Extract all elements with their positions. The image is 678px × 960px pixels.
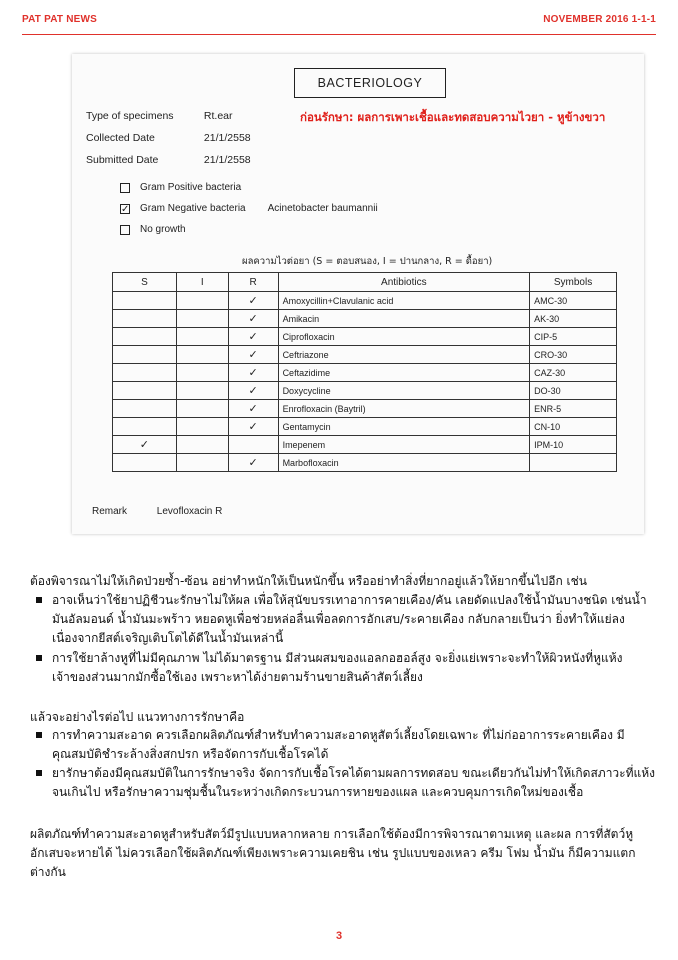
cell-symbol: DO-30 — [530, 382, 617, 400]
cell-antibiotic: Amikacin — [278, 310, 530, 328]
table-row — [113, 382, 617, 400]
cell-s — [113, 328, 177, 346]
specimen-type-field — [86, 110, 233, 122]
cell-symbol: CAZ-30 — [530, 364, 617, 382]
table-row — [113, 346, 617, 364]
cell-i — [176, 436, 228, 454]
gram-negative-checkbox — [120, 203, 378, 214]
cell-r: ✓ — [228, 382, 278, 400]
cell-antibiotic: Marbofloxacin — [278, 454, 530, 472]
cell-symbol: CIP-5 — [530, 328, 617, 346]
cell-antibiotic: Ceftazidime — [278, 364, 530, 382]
cell-antibiotic: Doxycycline — [278, 382, 530, 400]
cell-symbol: AK-30 — [530, 310, 617, 328]
cell-r: ✓ — [228, 418, 278, 436]
cell-i — [176, 418, 228, 436]
cell-r: ✓ — [228, 400, 278, 418]
cell-i — [176, 400, 228, 418]
cell-s — [113, 418, 177, 436]
table-row — [113, 436, 617, 454]
cell-antibiotic: Enrofloxacin (Baytril) — [278, 400, 530, 418]
organism-name: Acinetobacter baumannii — [267, 203, 378, 214]
page-header — [22, 14, 656, 28]
field-label: Collected Date — [86, 132, 155, 144]
field-label: Submitted Date — [86, 154, 159, 166]
section-heading: แล้วจะอย่างไรต่อไป แนวทางการรักษาคือ — [30, 710, 245, 724]
cell-i — [176, 328, 228, 346]
collected-date-field — [86, 132, 251, 144]
list-item — [52, 649, 657, 687]
cell-s — [113, 382, 177, 400]
issue-date: NOVEMBER 2016 1-1-1 — [543, 14, 656, 25]
gram-positive-checkbox — [120, 182, 241, 193]
cell-antibiotic: Gentamycin — [278, 418, 530, 436]
list-item — [52, 591, 657, 648]
cell-antibiotic: Imepenem — [278, 436, 530, 454]
cell-antibiotic: Ceftriazone — [278, 346, 530, 364]
list-item-text: ยารักษาต้องมีคุณสมบัติในการรักษาจริง จัดการกับเชื้อโรคได้ตามผลการทดสอบ ขณะเดียวกันไม่ทำให้เกิดสภาวะที่แห้ง จนเกินไป หรือรักษาความชุ่มชื้นในระหว่างเกิดกระบวนการหายของแผล และควบคุมการเกิดใหม่ของเชื้อ — [52, 766, 656, 799]
remark-value: Levofloxacin R — [156, 506, 223, 517]
cell-symbol: ENR-5 — [530, 400, 617, 418]
checkbox-label: No growth — [140, 224, 186, 235]
field-value: Rt.ear — [203, 110, 233, 122]
list-item — [52, 726, 657, 764]
cell-s — [113, 364, 177, 382]
cell-r: ✓ — [228, 454, 278, 472]
table-header-row — [113, 273, 617, 292]
cell-s — [113, 346, 177, 364]
cell-s: ✓ — [113, 436, 177, 454]
checkbox-label: Gram Positive bacteria — [140, 182, 242, 193]
remark-label: Remark — [92, 506, 128, 517]
cell-s — [113, 310, 177, 328]
table-row — [113, 364, 617, 382]
bullet-icon — [36, 597, 42, 603]
bullet-icon — [36, 655, 42, 661]
list-item-text: การทำความสะอาด ควรเลือกผลิตภัณฑ์สำหรับทำความสะอาดหูสัตว์เลี้ยงโดยเฉพาะ ที่ไม่ก่ออาการระคายเคือง มีคุณสมบัติชำระล้างสิ่งสกปรก หรือจัดการกับเชื้อโรคได้ — [52, 728, 625, 761]
cell-r — [228, 436, 278, 454]
report-remark — [92, 506, 222, 517]
checkbox-icon — [120, 183, 130, 193]
cell-r: ✓ — [228, 310, 278, 328]
field-value: 21/1/2558 — [203, 132, 251, 144]
table-row — [113, 400, 617, 418]
table-row — [113, 454, 617, 472]
bullet-icon — [36, 770, 42, 776]
bacteriology-report-image — [72, 54, 644, 534]
intro-paragraph: ต้องพิจารณาไม่ให้เกิดป่วยซ้ำ-ซ้อน อย่าทำหนักให้เป็นหนักขึ้น หรืออย่าทำสิ่งที่ยากอยู่แล้วให้ยากขึ้นไปอีก เช่น — [30, 574, 587, 588]
cell-symbol: AMC-30 — [530, 292, 617, 310]
cell-i — [176, 382, 228, 400]
closing-paragraph: ผลิตภัณฑ์ทำความสะอาดหูสำหรับสัตว์มีรูปแบบหลากหลาย การเลือกใช้ต้องมีการพิจารณาตามเหตุ และผล การที่สัตว์หูอักเสบจะหายได้ ไม่ควรเลือกใช้ผลิตภัณฑ์เพียงเพราะความเคยชิน เช่น รูปแบบของเหลว ครีม โฟม น้ำมัน ก็มีความแตกต่างกัน — [30, 827, 636, 879]
publication-name: PAT PAT NEWS — [22, 14, 97, 25]
page-number: 3 — [335, 930, 343, 942]
header-divider — [22, 34, 656, 35]
cell-i — [176, 346, 228, 364]
col-header-s: S — [113, 273, 177, 292]
table-row — [113, 328, 617, 346]
checkbox-checked-icon: ✓ — [121, 203, 130, 215]
cell-r: ✓ — [228, 346, 278, 364]
cell-r: ✓ — [228, 292, 278, 310]
col-header-r: R — [228, 273, 278, 292]
cell-antibiotic: Amoxycillin+Clavulanic acid — [278, 292, 530, 310]
col-header-antibiotics: Antibiotics — [278, 273, 530, 292]
field-label: Type of specimens — [86, 110, 174, 122]
cell-r: ✓ — [228, 328, 278, 346]
cell-i — [176, 310, 228, 328]
sensitivity-caption: ผลความไวต่อยา (S = ตอบสนอง, I = ปานกลาง, R = ดื้อยา) — [242, 256, 493, 267]
cell-i — [176, 364, 228, 382]
table-row — [113, 418, 617, 436]
submitted-date-field — [86, 154, 251, 166]
table-row — [113, 310, 617, 328]
checkbox-icon — [120, 225, 130, 235]
cell-s — [113, 454, 177, 472]
col-header-i: I — [176, 273, 228, 292]
cell-i — [176, 454, 228, 472]
cell-i — [176, 292, 228, 310]
cell-r: ✓ — [228, 364, 278, 382]
cell-symbol: IPM-10 — [530, 436, 617, 454]
list-item-text: อาจเห็นว่าใช้ยาปฏิชีวนะรักษาไม่ให้ผล เพื่อให้สุนัขบรรเทาอาการคายเคือง/คัน เลยดัดแปลงใช้น้ำมันบางชนิด เช่นน้ำมันอัลมอนด์ น้ำมันมะพร้าว หยอดหูเพื่อช่วยหล่อลื่นเพื่อลดการอักเสบ/ระคายเคือง กลับกลายเป็นว่า ยิ่งทำให้แย่ลง เนื่องจากยีสต์เจริญเติบโตได้ดีในน้ำมันเหล่านี้ — [52, 593, 647, 645]
antibiotic-sensitivity-table — [112, 272, 617, 472]
report-title: BACTERIOLOGY — [294, 68, 446, 98]
col-header-symbols: Symbols — [530, 273, 617, 292]
list-item-text: การใช้ยาล้างหูที่ไม่มีคุณภาพ ไม่ได้มาตรฐาน มีส่วนผสมของแอลกอฮอล์สูง จะยิ่งแย่เพราะจะทำให้ผิวหนังที่หูแห้ง เจ้าของส่วนมากมักซื้อใช้เอง เพราะหาได้ง่ายตามร้านขายสินค้าสัตว์เลี้ยง — [52, 651, 623, 684]
no-growth-checkbox — [120, 224, 186, 235]
checkbox-label: Gram Negative bacteria — [140, 203, 246, 214]
list-item — [52, 764, 657, 802]
cell-symbol: CN-10 — [530, 418, 617, 436]
table-row — [113, 292, 617, 310]
field-value: 21/1/2558 — [203, 154, 251, 166]
cell-symbol: CRO-30 — [530, 346, 617, 364]
cell-s — [113, 292, 177, 310]
cell-symbol — [530, 454, 617, 472]
report-annotation: ก่อนรักษา: ผลการเพาะเชื้อและทดสอบความไวยา - หูข้างขวา — [300, 110, 606, 124]
cell-antibiotic: Ciprofloxacin — [278, 328, 530, 346]
cell-s — [113, 400, 177, 418]
bullet-icon — [36, 732, 42, 738]
